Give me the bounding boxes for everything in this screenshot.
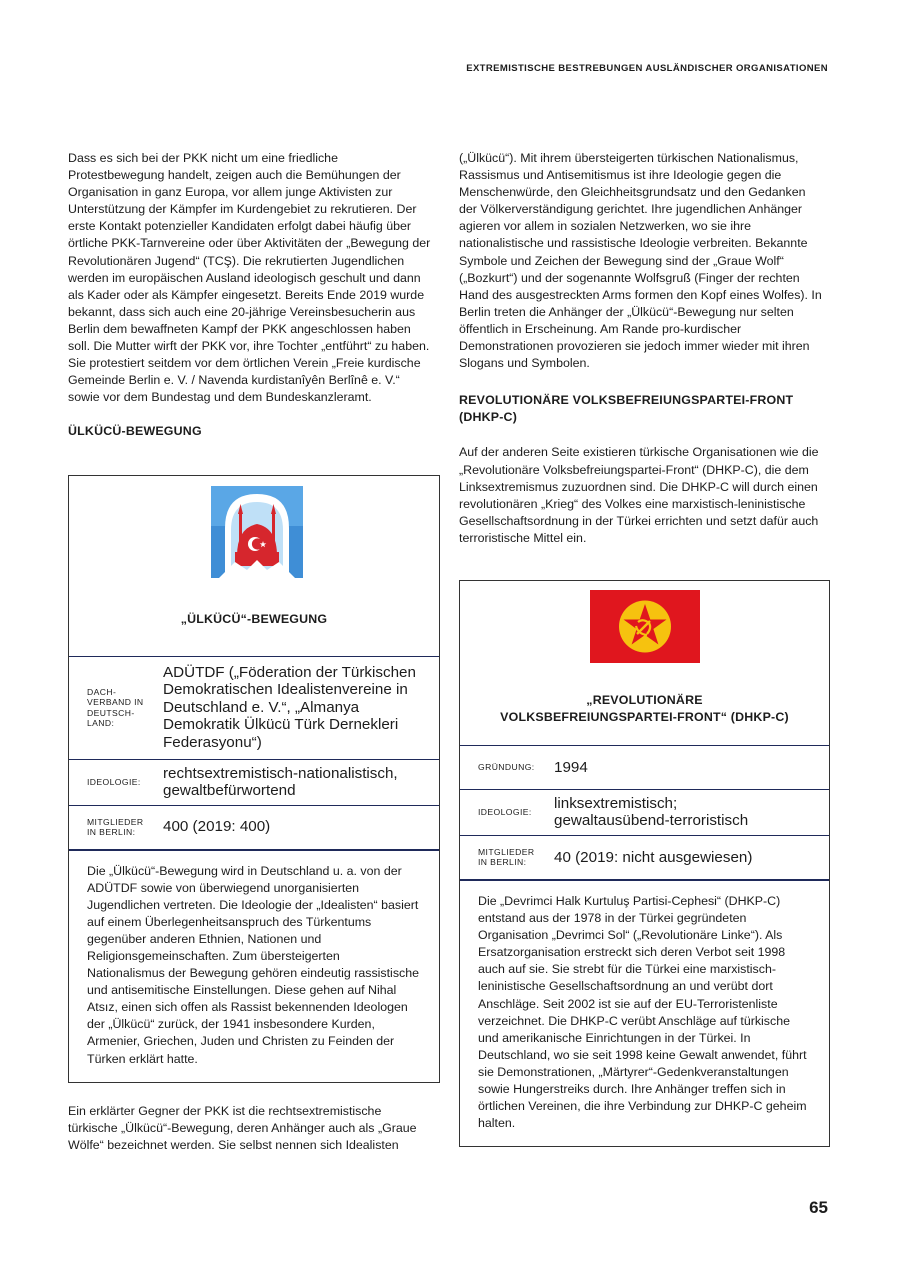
dhkpc-box-title: „REVOLUTIONÄRE VOLKSBEFREIUNGSPARTEI-FRONT“ (DHKP-C) — [500, 692, 789, 724]
outro-paragraph: Ein erklärter Gegner der PKK ist die rechtsextremistische türkische „Ülkücü“-Bewegung, deren Anhänger auch als „Graue Wölfe“ bezeichnet werden. Sie selbst nennen sich Idealisten — [68, 1103, 417, 1152]
info-row-ideologie — [69, 759, 439, 805]
info-row-label: MITGLIEDER IN BERLIN: — [478, 846, 535, 868]
info-row-value: 400 (2019: 400) — [163, 818, 271, 836]
info-row-value: 40 (2019: nicht ausgewiesen) — [554, 848, 753, 866]
info-row-value: ADÜTDF („Föderation der Türkischen Demokratischen Idealistenvereine in Deutschland e. V.“, „Almanya Demokratik Ülkücü Türk Dernekleri Federasyonu“) — [163, 663, 416, 751]
ulkucu-logo-area — [69, 476, 439, 586]
info-row-mitglieder — [69, 805, 439, 851]
info-row-ideologie — [460, 789, 829, 835]
running-header: EXTREMISTISCHE BESTREBUNGEN AUSLÄNDISCHER ORGANISATIONEN — [466, 63, 828, 74]
info-row-label: MITGLIEDER IN BERLIN: — [87, 816, 144, 837]
info-row-mitglieder — [460, 835, 829, 881]
info-row-value: linksextremistisch; gewaltausübend-terroristisch — [554, 794, 749, 830]
info-row-label: IDEOLOGIE: — [87, 776, 141, 787]
dhkpc-description: Die „Devrimci Halk Kurtuluş Partisi-Cephesi“ (DHKP-C) entstand aus der 1978 in der Türkei gegründeten Organisation „Devrimci Sol“ („Revolutionäre Linke“). Als Ersatzorganisation erstreckt sich deren Verbot seit 1998 auch auf sie. Sie strebt für die Türkei eine marxistisch-leninistische Gesellschaftsordnung an und verübt dort Anschläge. Seit 2002 ist sie auf der EU-Terroristenliste verzeichnet. Die DHKP-C verübt Anschläge auf türkische und amerikanische Einrichtungen in der Türkei. In Deutschland, wo sie seit 1998 keine Gewalt anwendet, führt sie Demonstrationen, „Märtyrer“-Gedenkveranstaltungen sowie Hungerstreiks durch. Ihre Anhänger treffen sich in örtlichen Vereinen, die ihre Verbindung zur DHKP-C geheim halten. — [478, 893, 807, 1131]
info-row-value: rechtsextremistisch-nationalistisch, gewaltbefürwortend — [163, 764, 398, 799]
ulkucu-description: Die „Ülkücü“-Bewegung wird in Deutschland u. a. von der ADÜTDF sowie von überwiegend unorganisierten Jugendlichen vertreten. Die Ideologie der „Idealisten“ basiert auf einem Überlegenheitsanspruch des Türkentums gegenüber anderen Ethnien, Nationen und Religionsgemeinschaften. Zum übersteigerten Nationalismus der Bewegung gehören eindeutig rassistische und antisemitische Einstellungen. Diese gehen auf Nihal Atsız, einen sich offen als Rassist bekennenden Ideologen der „Ülkücü“ zurück, der 1941 insbesondere Kurden, Armenier, Griechen, Juden und Christen zu Feinden der Türken erklärt hatte. — [87, 863, 419, 1066]
section-heading-ulkucu: ÜLKÜCÜ-BEWEGUNG — [68, 424, 202, 439]
info-row-dachverband — [69, 656, 439, 759]
ulkucu-logo-icon — [211, 486, 303, 578]
ulkucu-box-title: „ÜLKÜCÜ“-BEWEGUNG — [180, 611, 328, 626]
section-heading-dhkpc: REVOLUTIONÄRE VOLKSBEFREIUNGSPARTEI-FRONT (DHKP-C) — [459, 393, 794, 425]
page-number: 65 — [809, 1198, 828, 1217]
dhkpc-info-box — [459, 580, 830, 1147]
info-row-label: IDEOLOGIE: — [478, 807, 532, 818]
info-row-label: DACH- VERBAND IN DEUTSCH- LAND: — [87, 686, 144, 728]
right-intro-paragraph: („Ülkücü“). Mit ihrem übersteigerten türkischen Nationalismus, Rassismus und Antisemitismus ist ihre Ideologie gegen die Menschenwürde, den Gleichheitsgrundsatz und den Gedanken der Völkerverständigung gerichtet. Ihre jugendlichen Anhänger agieren vor allem in sozialen Netzwerken, wo sie ihre nationalistische und rassistische Ideologie verbreiten. Bekannte Symbole und Zeichen der Bewegung sind der „Graue Wolf“ („Bozkurt“) und der sogenannte Wolfsgruß (Finger der rechten Hand des ausgestreckten Arms formen den Kopf eines Wolfes). In Berlin treten die Anhänger der „Ülkücü“-Bewegung nur selten öffentlich in Erscheinung. Am Rande pro-kurdischer Demonstrationen provozieren sie jedoch immer wieder mit ihren Slogans und Symbolen. — [459, 151, 822, 371]
info-row-gruendung — [460, 745, 829, 789]
intro-paragraph: Dass es sich bei der PKK nicht um eine friedliche Protestbewegung handelt, zeigen auch die Bemühungen der Organisation in ganz Europa, vor allem junge Aktivisten zur Unterstützung der Kämpfer im Kurdengebiet zu rekrutieren. Der erste Kontakt potenzieller Kandidaten erfolgt dabei häufig über örtliche PKK-Tarnvereine oder über Aktivitäten der „Bewegung der Revolutionären Jugend“ (TCŞ). Die rekrutierten Jugendlichen werden im europäischen Ausland ideologisch geschult und dann als Kader oder als Kämpfer eingesetzt. Bereits Ende 2019 wurde bekannt, dass sich auch eine 20-jährige Vereinsbesucherin aus Berlin dem bewaffneten Kampf der PKK angeschlossen haben soll. Die Mutter wirft der PKK vor, ihre Tochter „entführt“ zu haben. Sie protestiert seitdem vor dem örtlichen Verein „Freie kurdische Gemeinde Berlin e. V. / Navenda kurdistanîyên Berlînê e. V.“ sowie vor dem Bundestag und dem Bundeskanzleramt. — [68, 151, 431, 405]
left-column — [68, 150, 440, 1154]
info-row-value: 1994 — [554, 758, 588, 776]
dhkpc-flag-icon — [590, 590, 700, 663]
right-column — [459, 150, 830, 1147]
dhkpc-paragraph: Auf der anderen Seite existieren türkische Organisationen wie die „Revolutionäre Volksbefreiungspartei-Front“ (DHKP-C), die dem Linksextremismus zuzuordnen sind. Die DHKP-C will durch einen revolutionären „Krieg“ des Volkes eine marxistisch-leninistische Gesellschaftsordnung in der Türkei errichten und setzt dafür auch terroristische Mittel ein. — [459, 445, 819, 545]
dhkpc-logo-area — [460, 581, 829, 667]
ulkucu-info-box — [68, 475, 440, 1083]
info-row-label: GRÜNDUNG: — [478, 762, 535, 773]
